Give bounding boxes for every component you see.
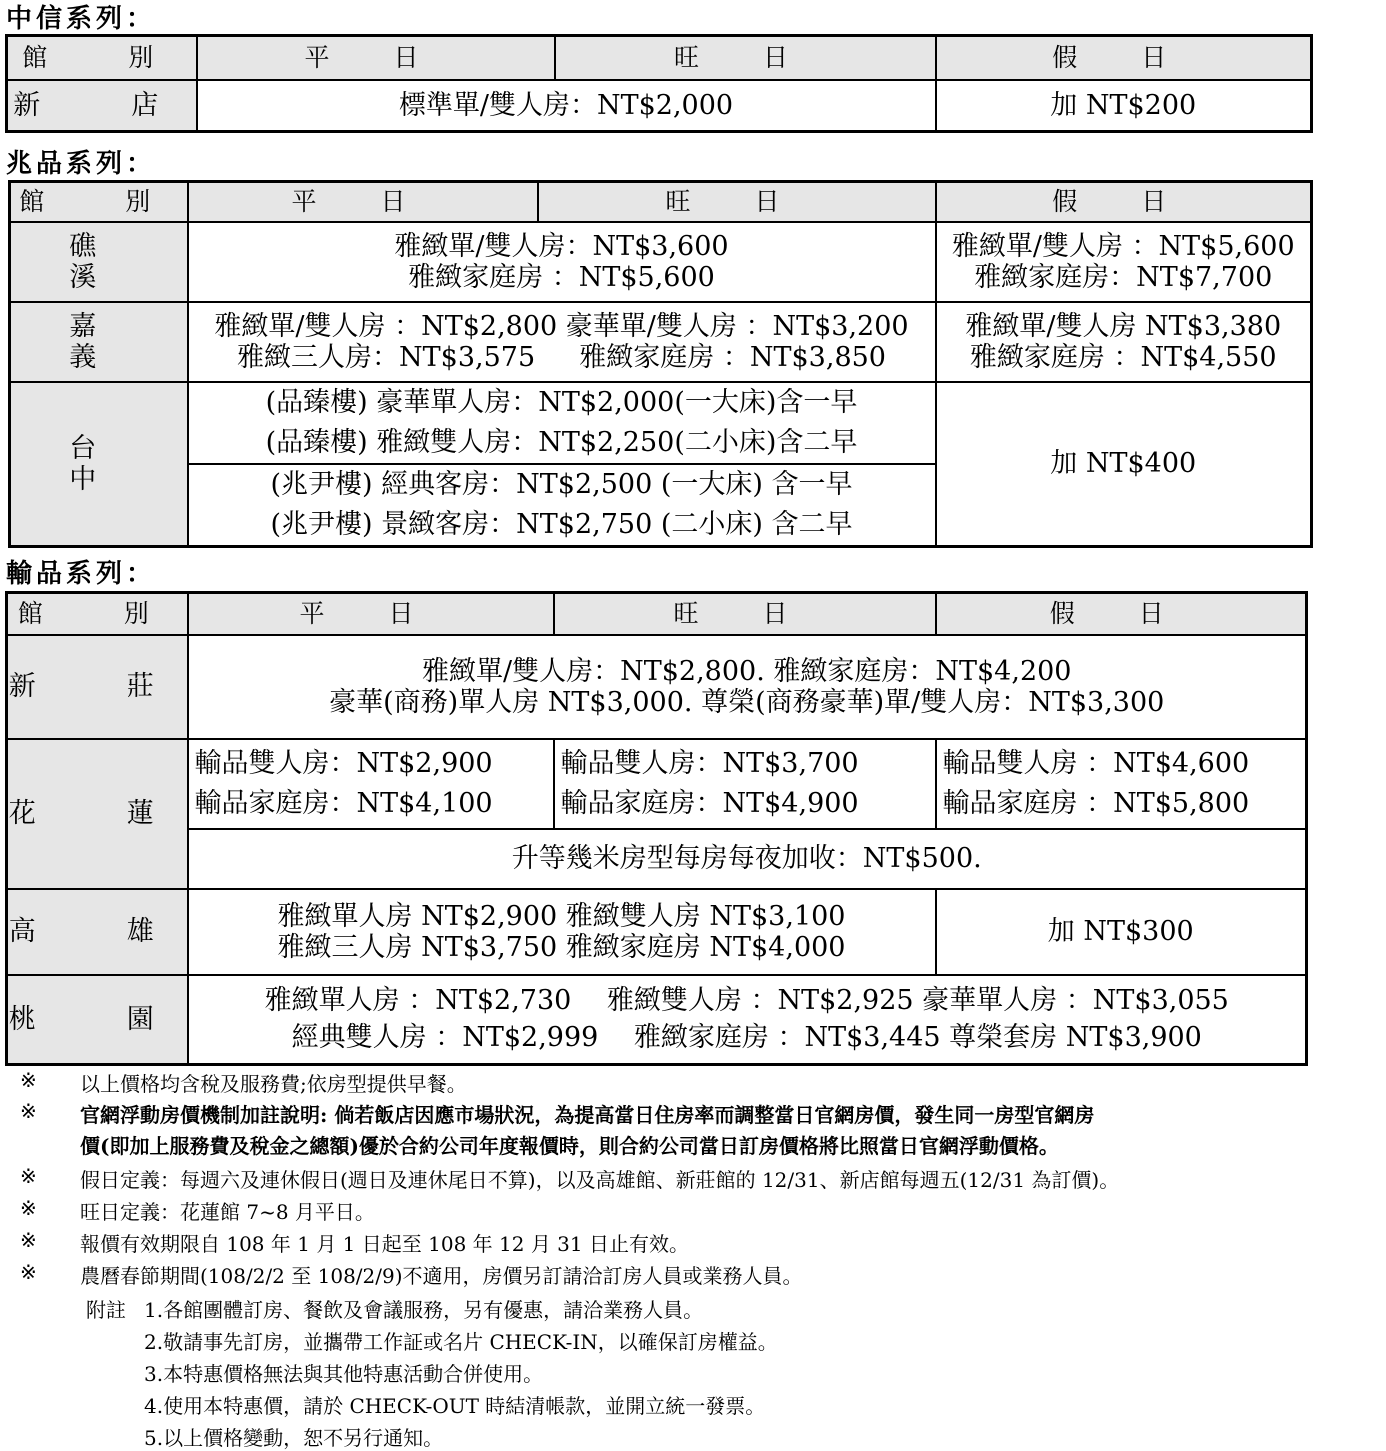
rate-line: 雅緻單/雙人房 NT$3,380 [965,310,1282,342]
rate-cell [188,302,936,382]
rate-cell [188,635,1307,739]
rate-cell [188,382,936,464]
attachment-item: 3.本特惠價格無法與其他特惠活動合併使用。 [144,1362,544,1386]
branch-chiayi: 嘉 義 [10,302,188,382]
branch-jiaoxi: 礁 溪 [10,222,188,302]
header-weekday: 平 日 [188,182,538,222]
attachment-item: 2.敬請事先訂房，並攜帶工作証或名片 CHECK-IN，以確保訂房權益。 [144,1330,778,1354]
header-holiday: 假 日 [936,182,1312,222]
holiday-surcharge: 加 NT$400 [936,382,1312,547]
rate-line: 雅緻家庭房 ：NT$4,550 [969,341,1277,373]
rate-line: 輸品雙人房 ：NT$4,600 [942,747,1250,779]
header-holiday: 假 日 [936,593,1307,635]
rate-cell [188,222,936,302]
header-peak: 旺 日 [554,593,936,635]
rate-cell [188,464,936,547]
note-mark: ※ [20,1164,37,1188]
rate-line: (品臻樓) 豪華單人房：NT$2,000(一大床)含一早 [265,386,858,418]
rate-line: (兆尹樓) 經典客房：NT$2,500 (一大床) 含一早 [270,468,853,500]
note-mark: ※ [20,1099,37,1123]
attachment-item: 5.以上價格變動，恕不另行通知。 [144,1426,444,1450]
rate-line: 經典雙人房 ：NT$2,999 雅緻家庭房 ：NT$3,445 尊榮套房 NT$3,900 [291,1022,1202,1054]
header-branch: 館 別 [7,593,188,635]
rate-cell [188,889,936,975]
rate-cell [188,739,554,829]
note-text: 假日定義：每週六及連休假日(週日及連休尾日不算)，以及高雄館、新莊館的 12/31、新店館每週五(12/31 為訂價)。 [80,1168,1120,1192]
rate-table-zhongxin [5,34,1313,133]
upgrade-note: 升等幾米房型每房每夜加收：NT$500. [188,829,1307,889]
holiday-surcharge: 加 NT$300 [936,889,1307,975]
rate-line: 雅緻單/雙人房：NT$2,800. 雅緻家庭房：NT$4,200 [422,655,1072,687]
section-title-shupin: 輸品系列： [6,559,157,589]
rate-line: 雅緻家庭房 ：NT$5,600 [408,261,715,293]
rate-line: 雅緻三人房：NT$3,575 雅緻家庭房 ：NT$3,850 [237,341,886,373]
rate-line: 雅緻單/雙人房 ：NT$2,800 豪華單/雙人房 ：NT$3,200 [214,310,909,342]
section-title-zhongxin: 中信系列： [6,4,157,34]
rate-line: 輸品雙人房：NT$3,700 [560,747,859,779]
note-text: 價(即加上服務費及稅金之總額)優於合約公司年度報價時，則合約公司當日訂房價格將比照當日官網浮動價格。 [80,1134,1059,1158]
rate-line: 雅緻家庭房：NT$7,700 [974,261,1273,293]
header-branch: 館 別 [7,36,197,80]
note-text: 以上價格均含稅及服務費;依房型提供早餐。 [80,1072,467,1096]
branch-xindian: 新 店 [7,80,197,132]
section-title-zhaopin: 兆品系列： [6,149,157,179]
holiday-cell [936,222,1312,302]
rate-table-shupin [5,591,1308,1066]
rate-cell [188,975,1307,1065]
header-weekday: 平 日 [197,36,555,80]
note-mark: ※ [20,1068,37,1092]
rate-line: 輸品雙人房：NT$2,900 [194,747,493,779]
branch-kaohsiung: 高 雄 [7,889,188,975]
holiday-surcharge: 加 NT$200 [936,80,1312,132]
attachment-item: 4.使用本特惠價，請於 CHECK-OUT 時結清帳款，並開立統一發票。 [144,1394,766,1418]
rate-line: (品臻樓) 雅緻雙人房：NT$2,250(二小床)含二早 [265,426,858,458]
rate-line: (兆尹樓) 景緻客房：NT$2,750 (二小床) 含二早 [270,508,853,540]
attachment-label: 附註 [86,1298,126,1322]
rate-line: 雅緻三人房 NT$3,750 雅緻家庭房 NT$4,000 [277,931,846,963]
note-text: 報價有效期限自 108 年 1 月 1 日起至 108 年 12 月 31 日止有效。 [80,1232,689,1256]
rate-line: 雅緻單/雙人房 ：NT$5,600 [951,230,1295,262]
note-mark: ※ [20,1260,37,1284]
branch-hualien: 花 蓮 [7,739,188,889]
header-weekday: 平 日 [188,593,554,635]
rate-table-zhaopin [8,180,1313,548]
holiday-cell [936,739,1307,829]
holiday-cell [936,302,1312,382]
header-peak: 旺 日 [555,36,936,80]
rate-line: 豪華(商務)單人房 NT$3,000. 尊榮(商務豪華)單/雙人房：NT$3,300 [329,686,1165,718]
header-peak: 旺 日 [538,182,936,222]
rate-line: 輸品家庭房：NT$4,100 [194,787,493,819]
attachment-item: 1.各館團體訂房、餐飲及會議服務，另有優惠，請洽業務人員。 [144,1298,704,1322]
rate-cell: 標準單/雙人房：NT$2,000 [197,80,936,132]
peak-cell [554,739,936,829]
header-holiday: 假 日 [936,36,1312,80]
note-text: 官網浮動房價機制加註說明: 倘若飯店因應市場狀況，為提高當日住房率而調整當日官網房價，發生同一房型官網房 [80,1103,1095,1127]
rate-line: 輸品家庭房：NT$4,900 [560,787,859,819]
rate-line: 雅緻單人房 ：NT$2,730 雅緻雙人房 ：NT$2,925 豪華單人房 ：NT$3,055 [264,985,1229,1017]
note-mark: ※ [20,1228,37,1252]
note-text: 旺日定義：花蓮館 7~8 月平日。 [80,1200,375,1224]
branch-xinzhuang: 新 莊 [7,635,188,739]
note-text: 農曆春節期間(108/2/2 至 108/2/9)不適用，房價另訂請洽訂房人員或業務人員。 [80,1264,803,1288]
rate-line: 雅緻單人房 NT$2,900 雅緻雙人房 NT$3,100 [277,900,846,932]
note-mark: ※ [20,1196,37,1220]
rate-line: 雅緻單/雙人房：NT$3,600 [394,230,729,262]
branch-taichung: 台 中 [10,382,188,547]
header-branch: 館 別 [10,182,188,222]
branch-taoyuan: 桃 園 [7,975,188,1065]
rate-line: 輸品家庭房 ：NT$5,800 [942,787,1250,819]
